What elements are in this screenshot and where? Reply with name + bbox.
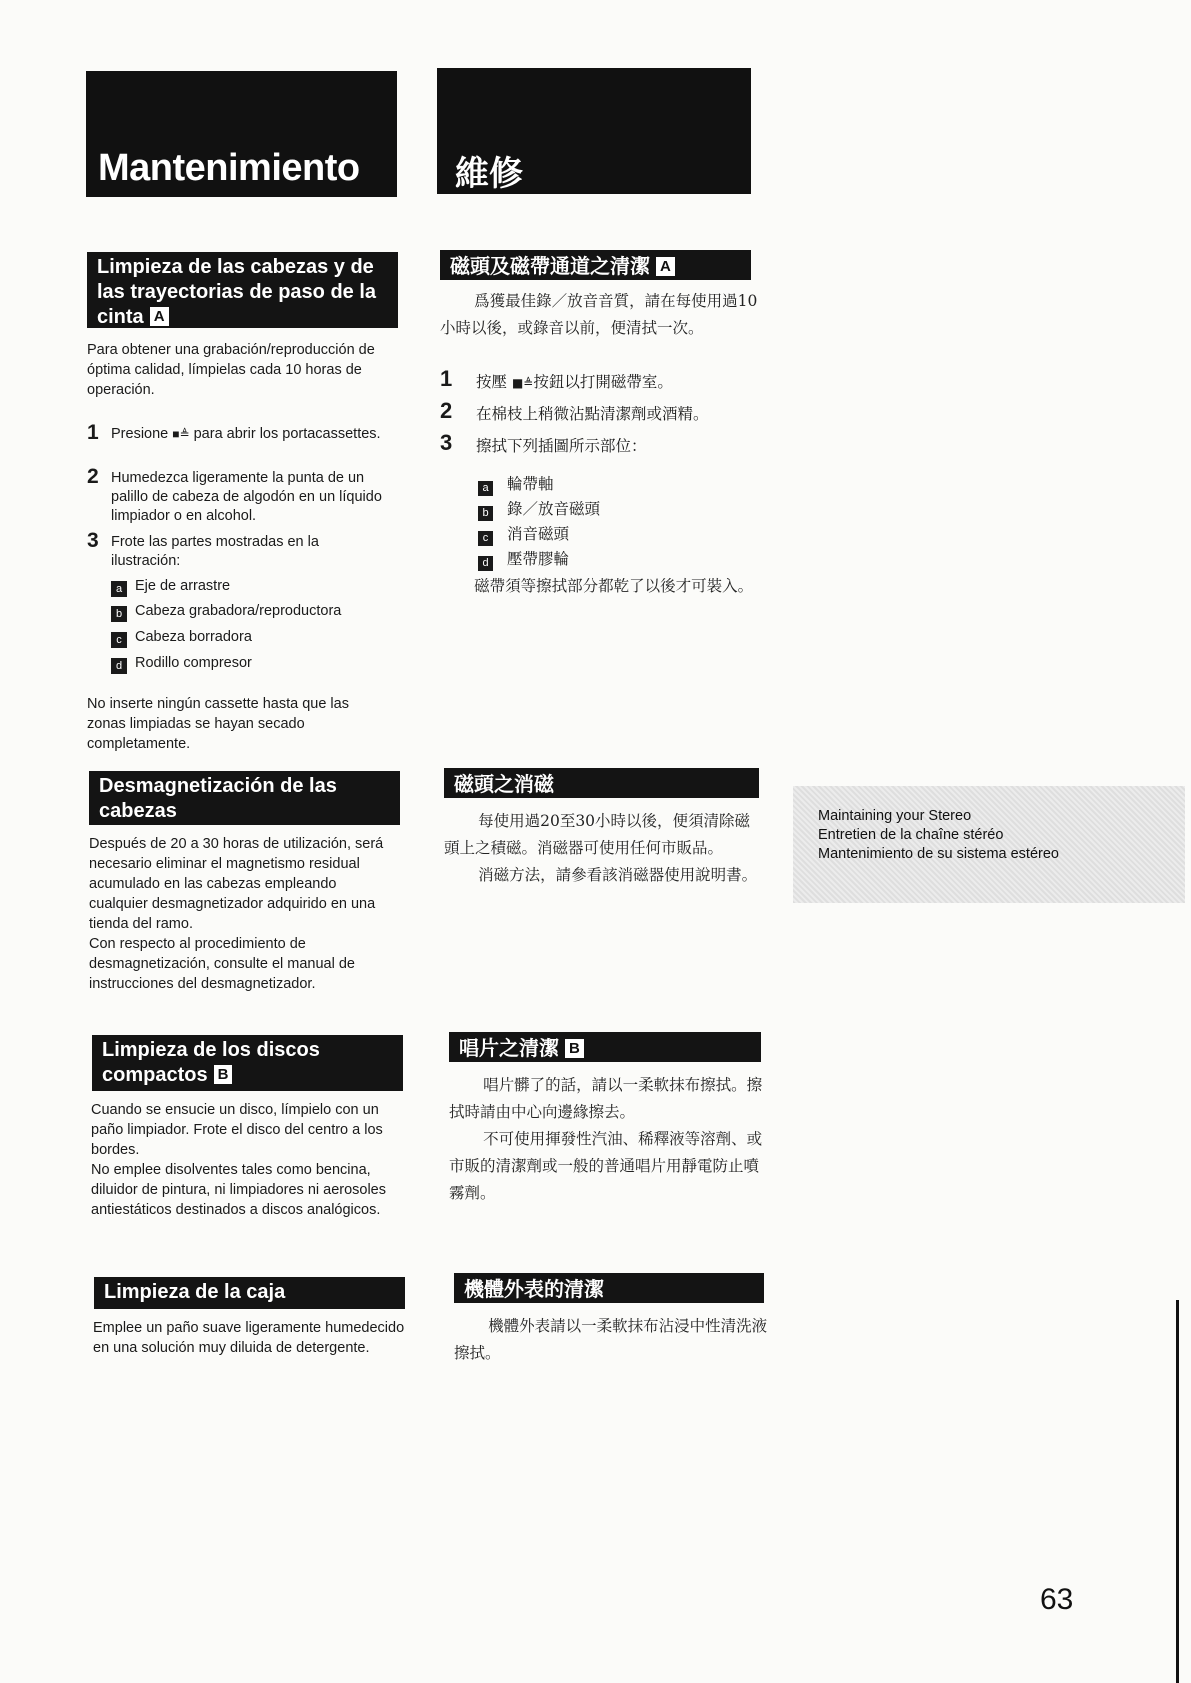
part-key: a xyxy=(478,481,493,496)
paragraph: 不可使用揮發性汽油、稀釋液等溶劑、或市販的清潔劑或一般的普通唱片用靜電防止噴霧劑。 xyxy=(449,1130,763,1202)
step-2-zh xyxy=(440,398,758,428)
step-number: 3 xyxy=(440,430,453,455)
part-key: d xyxy=(111,658,127,674)
step-text: Frote las partes mostradas en la ilustración: xyxy=(111,534,319,569)
part-key: c xyxy=(111,632,127,648)
figure-ref-b: B xyxy=(214,1065,233,1084)
section-heading-case-cleaning-es: Limpieza de la caja xyxy=(94,1277,405,1309)
part-d-zh: d 壓帶膠輪 xyxy=(478,547,569,571)
stop-eject-icon: ■≜ xyxy=(172,427,190,441)
section-heading-demagnetize-zh: 磁頭之消磁 xyxy=(444,768,759,798)
step-3-es xyxy=(87,529,397,573)
section-heading-head-cleaning-zh xyxy=(440,250,751,280)
note-text-zh: 磁帶須等擦拭部分都乾了以後才可裝入。 xyxy=(474,577,754,595)
paragraph: Con respecto al procedimiento de desmagnetización, consulte el manual de instrucciones del desmagnetizador. xyxy=(89,936,355,992)
step-number: 3 xyxy=(87,529,99,552)
part-key: b xyxy=(478,506,493,521)
note-text-es: No inserte ningún cassette hasta que las zonas limpiadas se hayan secado completamente. xyxy=(87,696,349,752)
page-number: 63 xyxy=(1040,1583,1074,1616)
step-text: 按壓 ■≜按鈕以打開磁帶室。 xyxy=(476,373,673,391)
paragraph: 消磁方法，請參看該消磁器使用說明書。 xyxy=(478,866,758,884)
part-key: d xyxy=(478,556,493,571)
intro-text-es: Para obtener una grabación/reproducción de óptima calidad, límpielas cada 10 horas de operación. xyxy=(87,342,375,398)
section-index-box xyxy=(793,786,1185,903)
paragraph: 唱片髒了的話，請以一柔軟抹布擦拭。擦拭時請由中心向邊緣擦去。 xyxy=(449,1076,763,1121)
paragraph: Cuando se ensucie un disco, límpielo con un paño limpiador. Frote el disco del centro a los bordes. xyxy=(91,1102,383,1158)
part-b-es: b Cabeza grabadora/reproductora xyxy=(111,603,341,622)
step-number: 1 xyxy=(440,366,453,391)
section-heading-head-cleaning-es xyxy=(87,252,398,328)
page-title-es: Mantenimiento xyxy=(86,71,397,197)
heading-text: Limpieza de las cabezas y de las trayectorias de paso de la cinta xyxy=(97,256,377,328)
step-1-zh xyxy=(440,366,758,396)
case-cleaning-body-zh: 機體外表請以一柔軟抹布沾浸中性清洗液擦拭。 xyxy=(454,1317,768,1362)
demagnetize-body-es xyxy=(89,834,394,994)
page-title-zh: 維修 xyxy=(437,68,751,194)
cd-cleaning-body-zh xyxy=(449,1072,767,1207)
part-key: a xyxy=(111,581,127,597)
index-line-es: Mantenimiento de su sistema estéreo xyxy=(818,846,1059,862)
figure-ref-a: A xyxy=(656,257,675,276)
paragraph: 每使用過20至30小時以後，便須清除磁頭上之積磁。消磁器可使用任何市販品。 xyxy=(444,812,751,857)
part-a-zh: a 輪帶軸 xyxy=(478,472,554,496)
paragraph: No emplee disolventes tales como bencina, diluidor de pintura, ni limpiadores ni aerosoles antiestáticos destinados a discos analógicos. xyxy=(91,1162,386,1218)
figure-ref-a: A xyxy=(150,307,169,326)
part-d-es: d Rodillo compresor xyxy=(111,655,252,674)
step-text: 在棉枝上稍微沾點清潔劑或酒精。 xyxy=(476,405,709,423)
index-line-en: Maintaining your Stereo xyxy=(818,808,972,824)
step-number: 2 xyxy=(440,398,453,423)
part-key: b xyxy=(111,606,127,622)
part-a-es: a Eje de arrastre xyxy=(111,578,230,597)
paragraph: Después de 20 a 30 horas de utilización, será necesario eliminar el magnetismo residual acumulado en las cabezas empleando cualquier desmagnetizador adquirido en una tienda del ramo. xyxy=(89,836,384,932)
heading-text: Limpieza de los discos compactos xyxy=(102,1039,320,1086)
stop-eject-icon: ■≜ xyxy=(511,376,534,390)
demagnetize-body-zh xyxy=(444,808,762,889)
step-2-es xyxy=(87,465,397,529)
section-heading-cd-cleaning-zh xyxy=(449,1032,761,1062)
index-line-fr: Entretien de la chaîne stéréo xyxy=(818,827,1004,843)
part-b-zh: b 錄／放音磁頭 xyxy=(478,497,600,521)
section-heading-demagnetize-es: Desmagnetización de las cabezas xyxy=(89,771,400,825)
heading-text: 唱片之清潔 xyxy=(459,1036,559,1060)
step-text: Humedezca ligeramente la punta de un palillo de cabeza de algodón en un líquido limpiador o en alcohol. xyxy=(111,470,382,524)
step-number: 1 xyxy=(87,421,99,444)
figure-ref-b: B xyxy=(565,1039,584,1058)
step-1-es xyxy=(87,421,397,465)
part-key: c xyxy=(478,531,493,546)
page-edge-line xyxy=(1176,1300,1179,1683)
step-3-zh xyxy=(440,430,758,460)
case-cleaning-body-es: Emplee un paño suave ligeramente humedecido en una solución muy diluida de detergente. xyxy=(93,1320,405,1356)
section-heading-case-cleaning-zh: 機體外表的清潔 xyxy=(454,1273,764,1303)
cd-cleaning-body-es xyxy=(91,1100,403,1220)
intro-text-zh: 爲獲最佳錄／放音音質，請在每使用過10小時以後，或錄音以前，便清拭一次。 xyxy=(440,292,758,337)
heading-text: 磁頭及磁帶通道之清潔 xyxy=(450,254,650,278)
step-text: 擦拭下列插圖所示部位： xyxy=(476,437,647,455)
part-c-zh: c 消音磁頭 xyxy=(478,522,569,546)
section-heading-cd-cleaning-es xyxy=(92,1035,403,1091)
step-text: Presione ■≜ para abrir los portacassettes. xyxy=(111,426,381,442)
step-number: 2 xyxy=(87,465,99,488)
part-c-es: c Cabeza borradora xyxy=(111,629,252,648)
